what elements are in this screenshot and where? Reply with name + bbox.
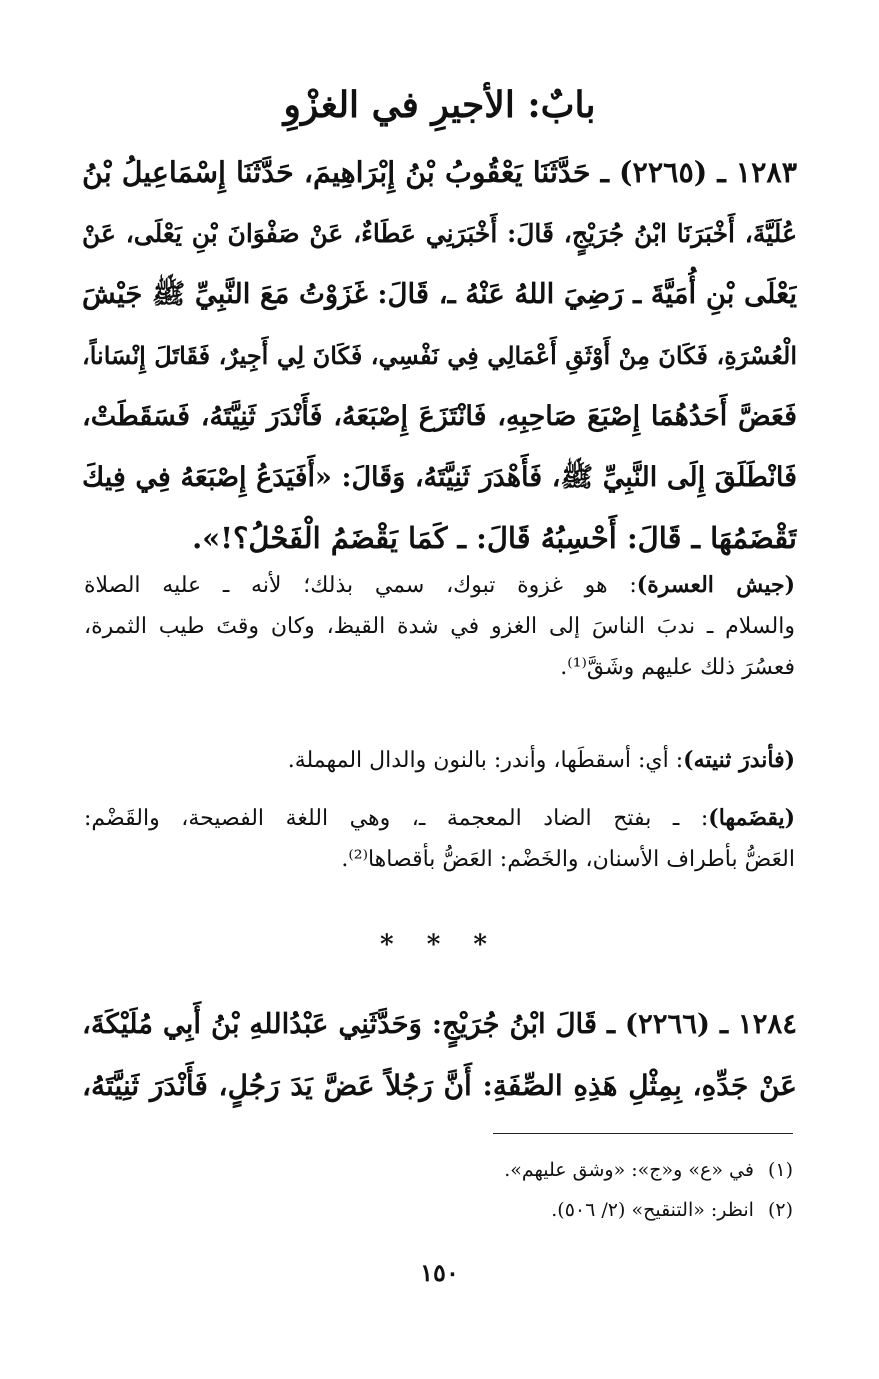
commentary-term: (جيش العسرة) <box>636 572 795 598</box>
hadith-1283 <box>82 142 797 569</box>
commentary-jaysh-al-usra <box>84 565 795 688</box>
commentary-line <box>84 565 795 606</box>
hadith-line: ١٢٨٣ ـ (٢٢٦٥) ـ حَدَّثَنَا يَعْقُوبُ بْنُ إِبْرَاهِيمَ، حَدَّثَنَا إِسْمَاعِيلُ بْنُ <box>82 155 797 189</box>
hadith-1284 <box>82 994 797 1116</box>
page-number: ١٥٠ <box>420 1258 459 1287</box>
commentary-line: والسلام ـ ندبَ الناسَ إلى الغزو في شدة القيظ، وكان وقتَ طيب الثمرة، <box>84 614 795 639</box>
footnote-text: انظر: «التنقيح» (٢/ ٥٠٦). <box>551 1199 754 1221</box>
hadith-line: فَانْطَلَقَ إِلَى النَّبِيِّ ﷺ، فَأَهْدَرَ ثَنِيَّتَهُ، وَقَالَ: «أَفَيَدَعُ إِصْبَعَهُ فِي فِيكَ <box>82 462 797 493</box>
chapter-title: بابٌ: الأجيرِ في الغزْوِ <box>283 84 596 126</box>
commentary-line: العَضُّ بأطراف الأسنان، والخَضْم: العَضُّ بأقصاها⁽²⁾. <box>341 847 795 872</box>
commentary-text: : ـ بفتح الضاد المعجمة ـ، وهي اللغة الفصيحة، والقَضْم: <box>84 806 709 831</box>
commentary-line <box>84 740 795 781</box>
commentary-term: (فأندرَ ثنيته) <box>683 747 795 773</box>
commentary-fa-andara <box>84 740 795 781</box>
hadith-line: فَعَضَّ أَحَدُهُمَا إِصْبَعَ صَاحِبِهِ، فَانْتَزَعَ إِصْبَعَهُ، فَأَنْدَرَ ثَنِيَّتَهُ، فَسَقَطَتْ، <box>82 401 797 432</box>
commentary-line: فعسُرَ ذلك عليهم وشَقَّ⁽¹⁾. <box>560 655 795 680</box>
section-separator: * * * <box>380 930 499 960</box>
footnote-number: (٢) <box>767 1199 793 1221</box>
hadith-line: الْعُسْرَةِ، فَكَانَ مِنْ أَوْثَقِ أَعْمَالِي فِي نَفْسِي، فَكَانَ لِي أَجِيرٌ، فَقَاتَلَ إِنْسَاناً، <box>82 341 797 370</box>
hadith-line: تَقْضَمُهَا ـ قَالَ: أَحْسِبُهُ قَالَ: ـ كَمَا يَقْضَمُ الْفَحْلُ؟!». <box>192 521 797 555</box>
commentary-text: : هو غزوة تبوك، سمي بذلك؛ لأنه ـ عليه الصلاة <box>84 573 637 598</box>
commentary-yaqdamuha <box>84 798 795 880</box>
hadith-line: عُلَيَّةَ، أَخْبَرَنَا ابْنُ جُرَيْجٍ، قَالَ: أَخْبَرَنِي عَطَاءٌ، عَنْ صَفْوَانَ بْنِ يَعْلَى، عَنْ <box>82 219 797 248</box>
footnote-1 <box>86 1150 793 1190</box>
footnotes <box>86 1150 793 1230</box>
hadith-line: يَعْلَى بْنِ أُمَيَّةَ ـ رَضِيَ اللهُ عَنْهُ ـ، قَالَ: غَزَوْتُ مَعَ النَّبِيِّ ﷺ جَيْشَ <box>82 278 797 310</box>
footnote-text: في «ع» و«ج»: «وشق عليهم». <box>504 1159 754 1181</box>
commentary-term: (يقضَمها) <box>708 805 795 831</box>
hadith-line: ١٢٨٤ ـ (٢٢٦٦) ـ قَالَ ابْنُ جُرَيْجٍ: وَحَدَّثَنِي عَبْدُاللهِ بْنُ أَبِي مُلَيْكَةَ، <box>82 1008 797 1040</box>
commentary-text: : أي: أسقطَها، وأندر: بالنون والدال المهملة. <box>287 748 684 773</box>
footnote-number: (١) <box>767 1159 793 1181</box>
hadith-line: عَنْ جَدِّهِ، بِمِثْلِ هَذِهِ الصِّفَةِ: أَنَّ رَجُلاً عَضَّ يَدَ رَجُلٍ، فَأَنْدَرَ ثَنِيَّتَهُ، <box>82 1069 797 1102</box>
footnote-2 <box>86 1190 793 1230</box>
footnote-divider <box>493 1133 793 1134</box>
commentary-line <box>84 798 795 839</box>
